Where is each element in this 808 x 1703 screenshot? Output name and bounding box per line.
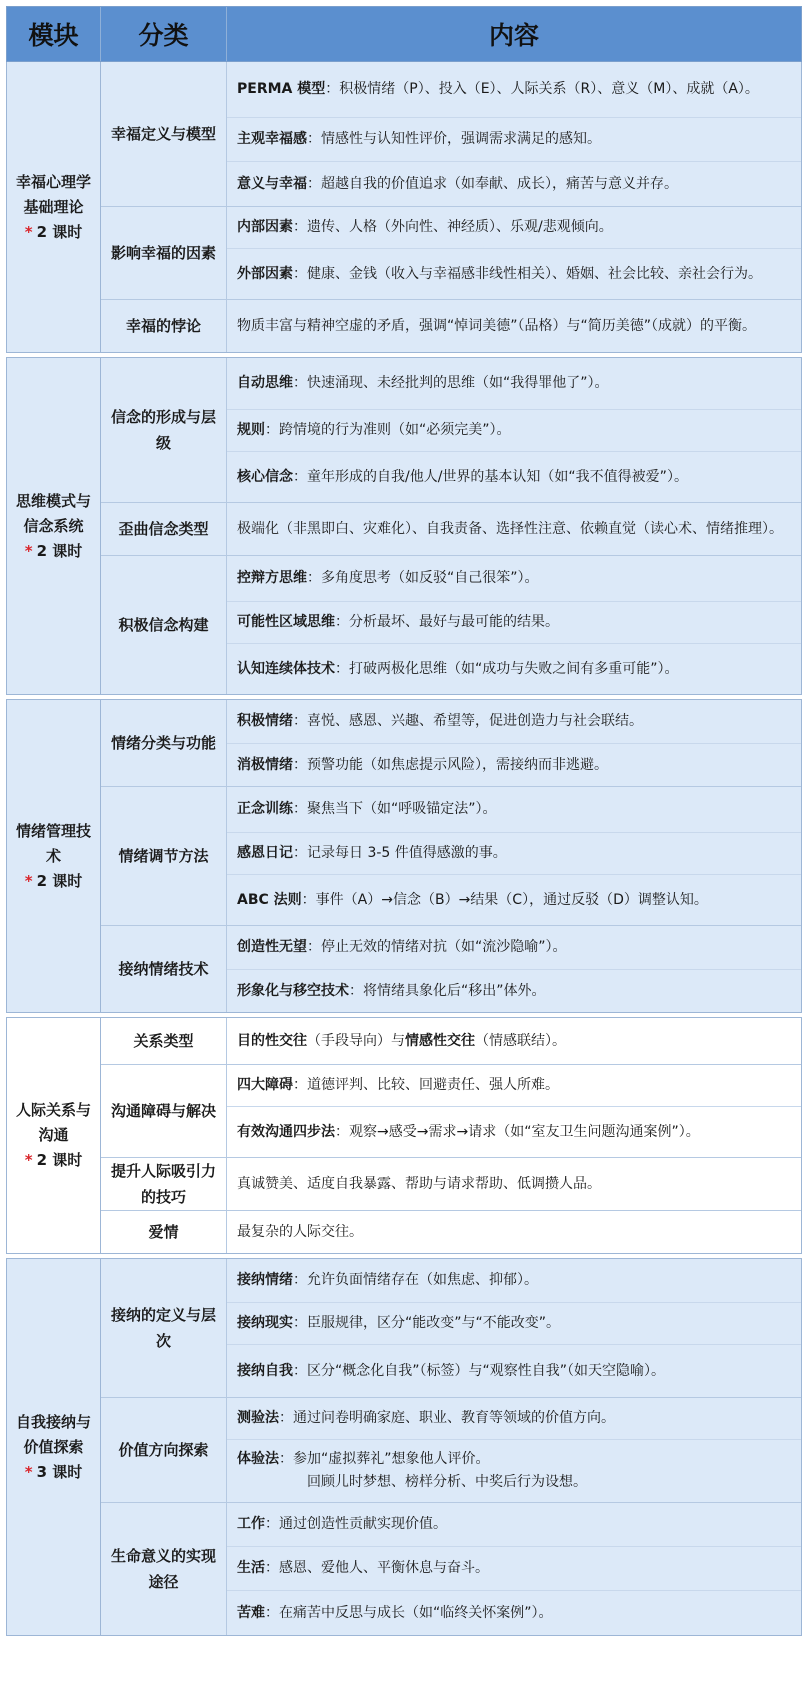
item-label: 意义与幸福 (237, 175, 307, 192)
item-label: 目的性交往 (237, 1032, 307, 1049)
module-cell (7, 1259, 101, 1635)
category-row (101, 556, 801, 694)
item-label: 控辩方思维 (237, 570, 307, 586)
category-items (227, 358, 801, 502)
item-text: ：事件（A）→信念（B）→结果（C），通过反驳（D）调整认知。 (301, 891, 708, 908)
item-label: 形象化与移空技术 (237, 982, 349, 999)
item-extra-text: 回顾儿时梦想、榜样分析、中奖后行为设想。 (307, 1474, 587, 1490)
module-row (6, 62, 802, 353)
item-text: ：通过问卷明确家庭、职业、教育等领域的价值方向。 (279, 1410, 615, 1426)
category-name: 接纳的定义与层次 (101, 1259, 227, 1397)
item-text: 最复杂的人际交往。 (237, 1223, 363, 1240)
category-name: 价值方向探索 (101, 1398, 227, 1502)
module-title: 人际关系与沟通 (15, 1101, 91, 1144)
category-row (101, 926, 801, 1012)
module-hours (25, 1148, 83, 1173)
item-text: ：记录每日 3-5 件值得感激的事。 (293, 845, 507, 861)
category-name: 情绪调节方法 (101, 787, 227, 925)
item-text: ：跨情境的行为准则（如“必须完美”）。 (265, 422, 511, 438)
content-item (227, 926, 801, 970)
category-row (101, 1398, 801, 1503)
item-text: ：允许负面情绪存在（如焦虑、抑郁）。 (293, 1272, 538, 1288)
item-label: 主观幸福感 (237, 131, 307, 147)
item-label: 核心信念 (237, 468, 293, 485)
item-text: ：遗传、人格（外向性、神经质）、乐观/悲观倾向。 (293, 219, 613, 235)
item-text: ：健康、金钱（收入与幸福感非线性相关）、婚姻、社会比较、亲社会行为。 (293, 265, 762, 282)
item-label: 生活 (237, 1560, 265, 1576)
category-row (101, 358, 801, 503)
content-item (227, 1107, 801, 1157)
module-cell (7, 700, 101, 1012)
content-item (227, 410, 801, 452)
item-label: 外部因素 (237, 265, 293, 282)
module-title: 幸福心理学基础理论 (15, 172, 91, 216)
content-item (227, 1591, 801, 1635)
item-label: 体验法 (237, 1451, 279, 1467)
category-row (101, 1065, 801, 1158)
module-row (6, 357, 802, 695)
item-text: ：快速涌现、未经批判的思维（如“我得罪他了”）。 (293, 375, 609, 391)
item-text: 真诚赞美、适度自我暴露、帮助与请求帮助、低调攒人品。 (237, 1175, 601, 1192)
module-categories (101, 1018, 801, 1253)
item-label: 消极情绪 (237, 756, 293, 773)
category-name: 接纳情绪技术 (101, 926, 227, 1012)
category-name: 幸福的悖论 (101, 300, 227, 352)
item-label: 认知连续体技术 (237, 660, 335, 677)
item-text-secondary: （情感联结）。 (475, 1032, 566, 1049)
item-label: 内部因素 (237, 219, 293, 235)
content-item (227, 875, 801, 925)
category-name: 提升人际吸引力的技巧 (101, 1158, 227, 1210)
module-row (6, 1017, 802, 1254)
item-label: 自动思维 (237, 375, 293, 391)
item-text: ：打破两极化思维（如“成功与失败之间有多重可能”）。 (335, 660, 679, 677)
item-text: ：积极情绪（P）、投入（E）、人际关系（R）、意义（M）、成就（A）。 (325, 81, 759, 97)
item-text: ：停止无效的情绪对抗（如“流沙隐喻”）。 (307, 939, 567, 955)
module-hours (25, 869, 83, 894)
category-items (227, 503, 801, 555)
header-content: 内容 (488, 21, 539, 50)
category-row (101, 1503, 801, 1635)
item-label-secondary: 情感性交往 (405, 1032, 475, 1049)
item-text: ：参加“虚拟葬礼”想象他人评价。 (279, 1451, 490, 1467)
module-categories (101, 62, 801, 352)
category-row (101, 207, 801, 300)
category-name: 情绪分类与功能 (101, 700, 227, 786)
item-text: ：分析最坏、最好与最可能的结果。 (335, 614, 559, 630)
category-items (227, 926, 801, 1012)
category-row (101, 62, 801, 207)
module-hours-value: 3 课时 (36, 1462, 83, 1481)
asterisk-icon: * (24, 871, 33, 890)
content-item (227, 1211, 801, 1253)
module-cell (7, 1018, 101, 1253)
item-text: ：区分“概念化自我”（标签）与“观察性自我”（如天空隐喻）。 (293, 1362, 666, 1379)
item-label: 感恩日记 (237, 845, 293, 861)
item-text: ：道德评判、比较、回避责任、强人所难。 (293, 1077, 559, 1093)
module-hours (25, 539, 83, 564)
item-label: PERMA 模型 (237, 81, 326, 97)
module-cell (7, 358, 101, 694)
content-item (227, 1018, 801, 1064)
category-name: 生命意义的实现途径 (101, 1503, 227, 1635)
module-row (6, 1258, 802, 1636)
item-label: 正念训练 (237, 801, 293, 817)
item-label: 接纳情绪 (237, 1272, 293, 1288)
category-row (101, 787, 801, 926)
item-text: ：将情绪具象化后“移出”体外。 (349, 982, 546, 999)
category-items (227, 1211, 801, 1253)
item-text: ：超越自我的价值追求（如奉献、成长），痛苦与意义并存。 (307, 175, 678, 192)
item-text: ：臣服规律，区分“能改变”与“不能改变”。 (293, 1315, 561, 1331)
content-item (227, 556, 801, 602)
category-items (227, 787, 801, 925)
item-label: ABC 法则 (237, 891, 302, 908)
item-text: ：童年形成的自我/他人/世界的基本认知（如“我不值得被爱”）。 (293, 468, 688, 485)
content-item (227, 970, 801, 1012)
item-label: 工作 (237, 1516, 265, 1532)
content-item (227, 118, 801, 162)
item-label: 接纳现实 (237, 1315, 293, 1331)
module-cell (7, 62, 101, 352)
category-name: 关系类型 (101, 1018, 227, 1064)
module-row (6, 699, 802, 1013)
asterisk-icon: * (24, 222, 33, 241)
table-body (6, 62, 808, 1636)
module-title: 思维模式与信念系统 (15, 491, 91, 535)
item-text: ：喜悦、感恩、兴趣、希望等，促进创造力与社会联结。 (293, 713, 643, 729)
category-items (227, 700, 801, 786)
header-category: 分类 (101, 7, 227, 61)
item-text: （手段导向）与 (307, 1032, 405, 1049)
content-item (227, 452, 801, 502)
module-hours-value: 2 课时 (36, 871, 83, 890)
category-name: 幸福定义与模型 (101, 62, 227, 206)
category-name: 歪曲信念类型 (101, 503, 227, 555)
module-title: 情绪管理技术 (15, 821, 91, 865)
category-name: 信念的形成与层级 (101, 358, 227, 502)
category-row (101, 300, 801, 352)
module-title: 自我接纳与价值探索 (15, 1412, 91, 1456)
category-items (227, 1259, 801, 1397)
content-item (227, 744, 801, 786)
item-text: ：在痛苦中反思与成长（如“临终关怀案例”）。 (265, 1604, 553, 1621)
content-item (227, 1259, 801, 1303)
asterisk-icon: * (24, 541, 33, 560)
module-categories (101, 1259, 801, 1635)
module-hours (25, 1460, 83, 1485)
category-items (227, 1065, 801, 1157)
category-items (227, 1018, 801, 1064)
category-items (227, 1398, 801, 1502)
category-items (227, 207, 801, 299)
category-row (101, 1259, 801, 1398)
category-row (101, 1018, 801, 1065)
content-item (227, 207, 801, 249)
item-text: ：感恩、爱他人、平衡休息与奋斗。 (265, 1560, 489, 1576)
content-item (227, 700, 801, 744)
category-row (101, 503, 801, 556)
category-items (227, 1158, 801, 1210)
table-header (6, 6, 802, 62)
content-item (227, 787, 801, 833)
item-label: 接纳自我 (237, 1362, 293, 1379)
item-label: 四大障碍 (237, 1077, 293, 1093)
content-item (227, 1503, 801, 1547)
module-categories (101, 358, 801, 694)
module-hours-value: 2 课时 (36, 1151, 83, 1169)
asterisk-icon: * (24, 1151, 33, 1169)
content-item (227, 644, 801, 694)
category-row (101, 1211, 801, 1253)
item-text: ：情感性与认知性评价，强调需求满足的感知。 (307, 131, 601, 147)
header-module: 模块 (7, 7, 101, 61)
asterisk-icon: * (24, 1462, 33, 1481)
item-label: 积极情绪 (237, 713, 293, 729)
item-text: ：观察→感受→需求→请求（如“室友卫生问题沟通案例”）。 (335, 1123, 700, 1140)
category-items (227, 1503, 801, 1635)
item-text: ：聚焦当下（如“呼吸锚定法”）。 (293, 801, 497, 817)
item-label: 可能性区域思维 (237, 614, 335, 630)
content-item (227, 1065, 801, 1107)
item-text: ：多角度思考（如反驳“自己很笨”）。 (307, 570, 539, 586)
item-label: 测验法 (237, 1410, 279, 1426)
item-text: ：预警功能（如焦虑提示风险），需接纳而非逃避。 (293, 756, 608, 773)
module-hours-value: 2 课时 (36, 222, 83, 241)
content-item (227, 1303, 801, 1345)
item-text: ：通过创造性贡献实现价值。 (265, 1516, 447, 1532)
content-item (227, 162, 801, 206)
content-item (227, 62, 801, 118)
item-label: 有效沟通四步法 (237, 1123, 335, 1140)
content-item (227, 602, 801, 644)
category-name: 影响幸福的因素 (101, 207, 227, 299)
content-item (227, 1547, 801, 1591)
content-item (227, 833, 801, 875)
category-name: 爱情 (101, 1211, 227, 1253)
content-item (227, 503, 801, 555)
item-text: 物质丰富与精神空虚的矛盾，强调“悼词美德”（品格）与“简历美德”（成就）的平衡。 (237, 317, 757, 334)
category-row (101, 700, 801, 787)
content-item (227, 1158, 801, 1210)
item-text: 极端化（非黑即白、灾难化）、自我责备、选择性注意、依赖直觉（读心术、情绪推理）。 (237, 520, 783, 537)
content-item (227, 1440, 801, 1502)
content-item (227, 358, 801, 410)
item-label: 规则 (237, 422, 265, 438)
content-item (227, 1345, 801, 1397)
category-items (227, 62, 801, 206)
module-hours-value: 2 课时 (36, 541, 83, 560)
category-name: 沟通障碍与解决 (101, 1065, 227, 1157)
module-hours (25, 220, 83, 245)
content-item (227, 300, 801, 352)
item-label: 创造性无望 (237, 939, 307, 955)
item-label: 苦难 (237, 1604, 265, 1621)
category-row (101, 1158, 801, 1211)
content-item (227, 249, 801, 299)
module-categories (101, 700, 801, 1012)
category-items (227, 300, 801, 352)
content-item (227, 1398, 801, 1440)
category-items (227, 556, 801, 694)
category-name: 积极信念构建 (101, 556, 227, 694)
